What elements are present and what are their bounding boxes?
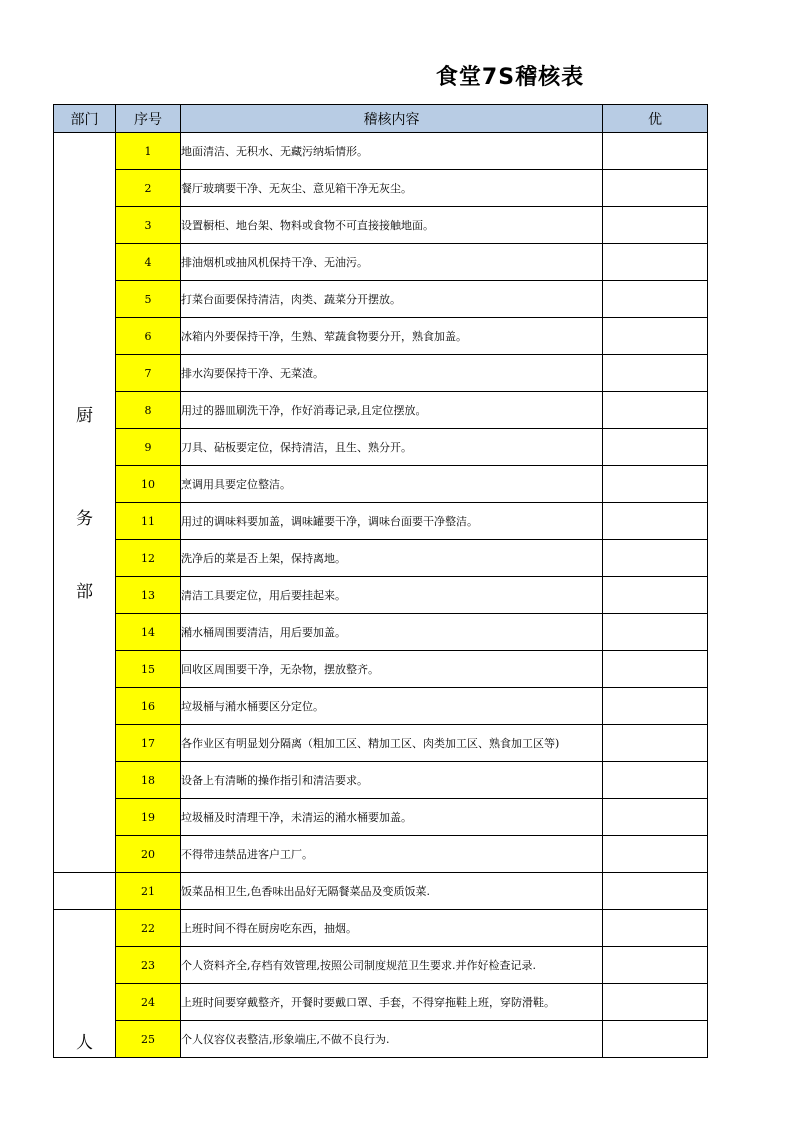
table-row xyxy=(54,429,708,466)
grade-cell[interactable] xyxy=(603,207,708,244)
row-content: 个人仪容仪表整洁,形象端庄,不做不良行为. xyxy=(181,1021,603,1058)
header-row xyxy=(54,105,708,133)
row-number: 7 xyxy=(116,355,181,392)
header-no: 序号 xyxy=(116,105,181,133)
grade-cell[interactable] xyxy=(603,836,708,873)
grade-cell[interactable] xyxy=(603,577,708,614)
row-number: 8 xyxy=(116,392,181,429)
table-row xyxy=(54,947,708,984)
row-content: 不得带违禁品进客户工厂。 xyxy=(181,836,603,873)
table-row xyxy=(54,577,708,614)
table-row xyxy=(54,133,708,170)
table-row xyxy=(54,503,708,540)
grade-cell[interactable] xyxy=(603,281,708,318)
dept-char: 部 xyxy=(76,582,93,602)
row-content: 饭菜品相卫生,色香味出品好无隔餐菜品及变质饭菜. xyxy=(181,873,603,910)
row-content: 地面清洁、无积水、无藏污纳垢情形。 xyxy=(181,133,603,170)
table-row xyxy=(54,466,708,503)
grade-cell[interactable] xyxy=(603,651,708,688)
row-content: 冰箱内外要保持干净，生熟、荤蔬食物要分开，熟食加盖。 xyxy=(181,318,603,355)
row-content: 各作业区有明显划分隔离（粗加工区、精加工区、肉类加工区、熟食加工区等) xyxy=(181,725,603,762)
row-content: 清洁工具要定位，用后要挂起来。 xyxy=(181,577,603,614)
grade-cell[interactable] xyxy=(603,318,708,355)
row-content: 打菜台面要保持清洁，肉类、蔬菜分开摆放。 xyxy=(181,281,603,318)
row-number: 17 xyxy=(116,725,181,762)
dept-cell-kitchen xyxy=(54,133,116,873)
row-content: 排水沟要保持干净、无菜渣。 xyxy=(181,355,603,392)
grade-cell[interactable] xyxy=(603,466,708,503)
table-row xyxy=(54,281,708,318)
row-number: 1 xyxy=(116,133,181,170)
row-content: 用过的调味料要加盖，调味罐要干净，调味台面要干净整洁。 xyxy=(181,503,603,540)
row-number: 19 xyxy=(116,799,181,836)
row-content: 个人资料齐全,存档有效管理,按照公司制度规范卫生要求.并作好检查记录. xyxy=(181,947,603,984)
row-number: 13 xyxy=(116,577,181,614)
grade-cell[interactable] xyxy=(603,725,708,762)
row-number: 21 xyxy=(116,873,181,910)
dept-char: 人 xyxy=(76,1033,93,1053)
grade-cell[interactable] xyxy=(603,688,708,725)
row-content: 烹调用具要定位整洁。 xyxy=(181,466,603,503)
row-number: 3 xyxy=(116,207,181,244)
table-row xyxy=(54,688,708,725)
dept-char: 厨 xyxy=(76,406,93,426)
table-row xyxy=(54,651,708,688)
grade-cell[interactable] xyxy=(603,540,708,577)
dept-char: 务 xyxy=(76,509,93,529)
grade-cell[interactable] xyxy=(603,910,708,947)
header-grade: 优 xyxy=(603,105,708,133)
table-row xyxy=(54,836,708,873)
row-content: 上班时间要穿戴整齐，开餐时要戴口罩、手套，不得穿拖鞋上班，穿防滑鞋。 xyxy=(181,984,603,1021)
grade-cell[interactable] xyxy=(603,799,708,836)
table-row xyxy=(54,355,708,392)
row-number: 25 xyxy=(116,1021,181,1058)
table-row xyxy=(54,207,708,244)
grade-cell[interactable] xyxy=(603,947,708,984)
grade-cell[interactable] xyxy=(603,133,708,170)
table-row xyxy=(54,392,708,429)
row-number: 10 xyxy=(116,466,181,503)
table-row xyxy=(54,1021,708,1058)
grade-cell[interactable] xyxy=(603,392,708,429)
row-content: 排油烟机或抽风机保持干净、无油污。 xyxy=(181,244,603,281)
dept-cell-empty xyxy=(54,873,116,910)
row-number: 20 xyxy=(116,836,181,873)
row-number: 2 xyxy=(116,170,181,207)
row-number: 12 xyxy=(116,540,181,577)
row-number: 15 xyxy=(116,651,181,688)
row-number: 5 xyxy=(116,281,181,318)
grade-cell[interactable] xyxy=(603,429,708,466)
grade-cell[interactable] xyxy=(603,873,708,910)
row-number: 22 xyxy=(116,910,181,947)
row-number: 18 xyxy=(116,762,181,799)
page-title: 食堂7S稽核表 xyxy=(435,65,585,90)
row-number: 4 xyxy=(116,244,181,281)
table-row xyxy=(54,873,708,910)
table-row xyxy=(54,725,708,762)
row-number: 6 xyxy=(116,318,181,355)
table-row xyxy=(54,984,708,1021)
row-number: 11 xyxy=(116,503,181,540)
row-content: 设备上有清晰的操作指引和清洁要求。 xyxy=(181,762,603,799)
table-row xyxy=(54,318,708,355)
row-content: 上班时间不得在厨房吃东西，抽烟。 xyxy=(181,910,603,947)
row-content: 刀具、砧板要定位，保持清洁，且生、熟分开。 xyxy=(181,429,603,466)
audit-table xyxy=(53,104,708,1058)
grade-cell[interactable] xyxy=(603,614,708,651)
row-number: 16 xyxy=(116,688,181,725)
row-number: 24 xyxy=(116,984,181,1021)
grade-cell[interactable] xyxy=(603,355,708,392)
table-body xyxy=(54,133,708,1058)
row-content: 垃圾桶及时清理干净，未清运的潲水桶要加盖。 xyxy=(181,799,603,836)
table-row xyxy=(54,170,708,207)
row-content: 设置橱柜、地台架、物料或食物不可直接接触地面。 xyxy=(181,207,603,244)
row-number: 14 xyxy=(116,614,181,651)
row-content: 餐厅玻璃要干净、无灰尘、意见箱干净无灰尘。 xyxy=(181,170,603,207)
table-row xyxy=(54,540,708,577)
grade-cell[interactable] xyxy=(603,170,708,207)
header-content: 稽核内容 xyxy=(181,105,603,133)
header-dept: 部门 xyxy=(54,105,116,133)
table-row xyxy=(54,910,708,947)
row-content: 潲水桶周围要清洁，用后要加盖。 xyxy=(181,614,603,651)
row-content: 回收区周围要干净，无杂物，摆放整齐。 xyxy=(181,651,603,688)
row-content: 洗净后的菜是否上架，保持离地。 xyxy=(181,540,603,577)
table-row xyxy=(54,244,708,281)
grade-cell[interactable] xyxy=(603,1021,708,1058)
grade-cell[interactable] xyxy=(603,762,708,799)
table-row xyxy=(54,614,708,651)
grade-cell[interactable] xyxy=(603,984,708,1021)
row-number: 23 xyxy=(116,947,181,984)
grade-cell[interactable] xyxy=(603,244,708,281)
row-content: 垃圾桶与潲水桶要区分定位。 xyxy=(181,688,603,725)
dept-cell-personnel xyxy=(54,910,116,1058)
table-row xyxy=(54,799,708,836)
table-row xyxy=(54,762,708,799)
grade-cell[interactable] xyxy=(603,503,708,540)
row-number: 9 xyxy=(116,429,181,466)
row-content: 用过的器皿刷洗干净，作好消毒记录,且定位摆放。 xyxy=(181,392,603,429)
